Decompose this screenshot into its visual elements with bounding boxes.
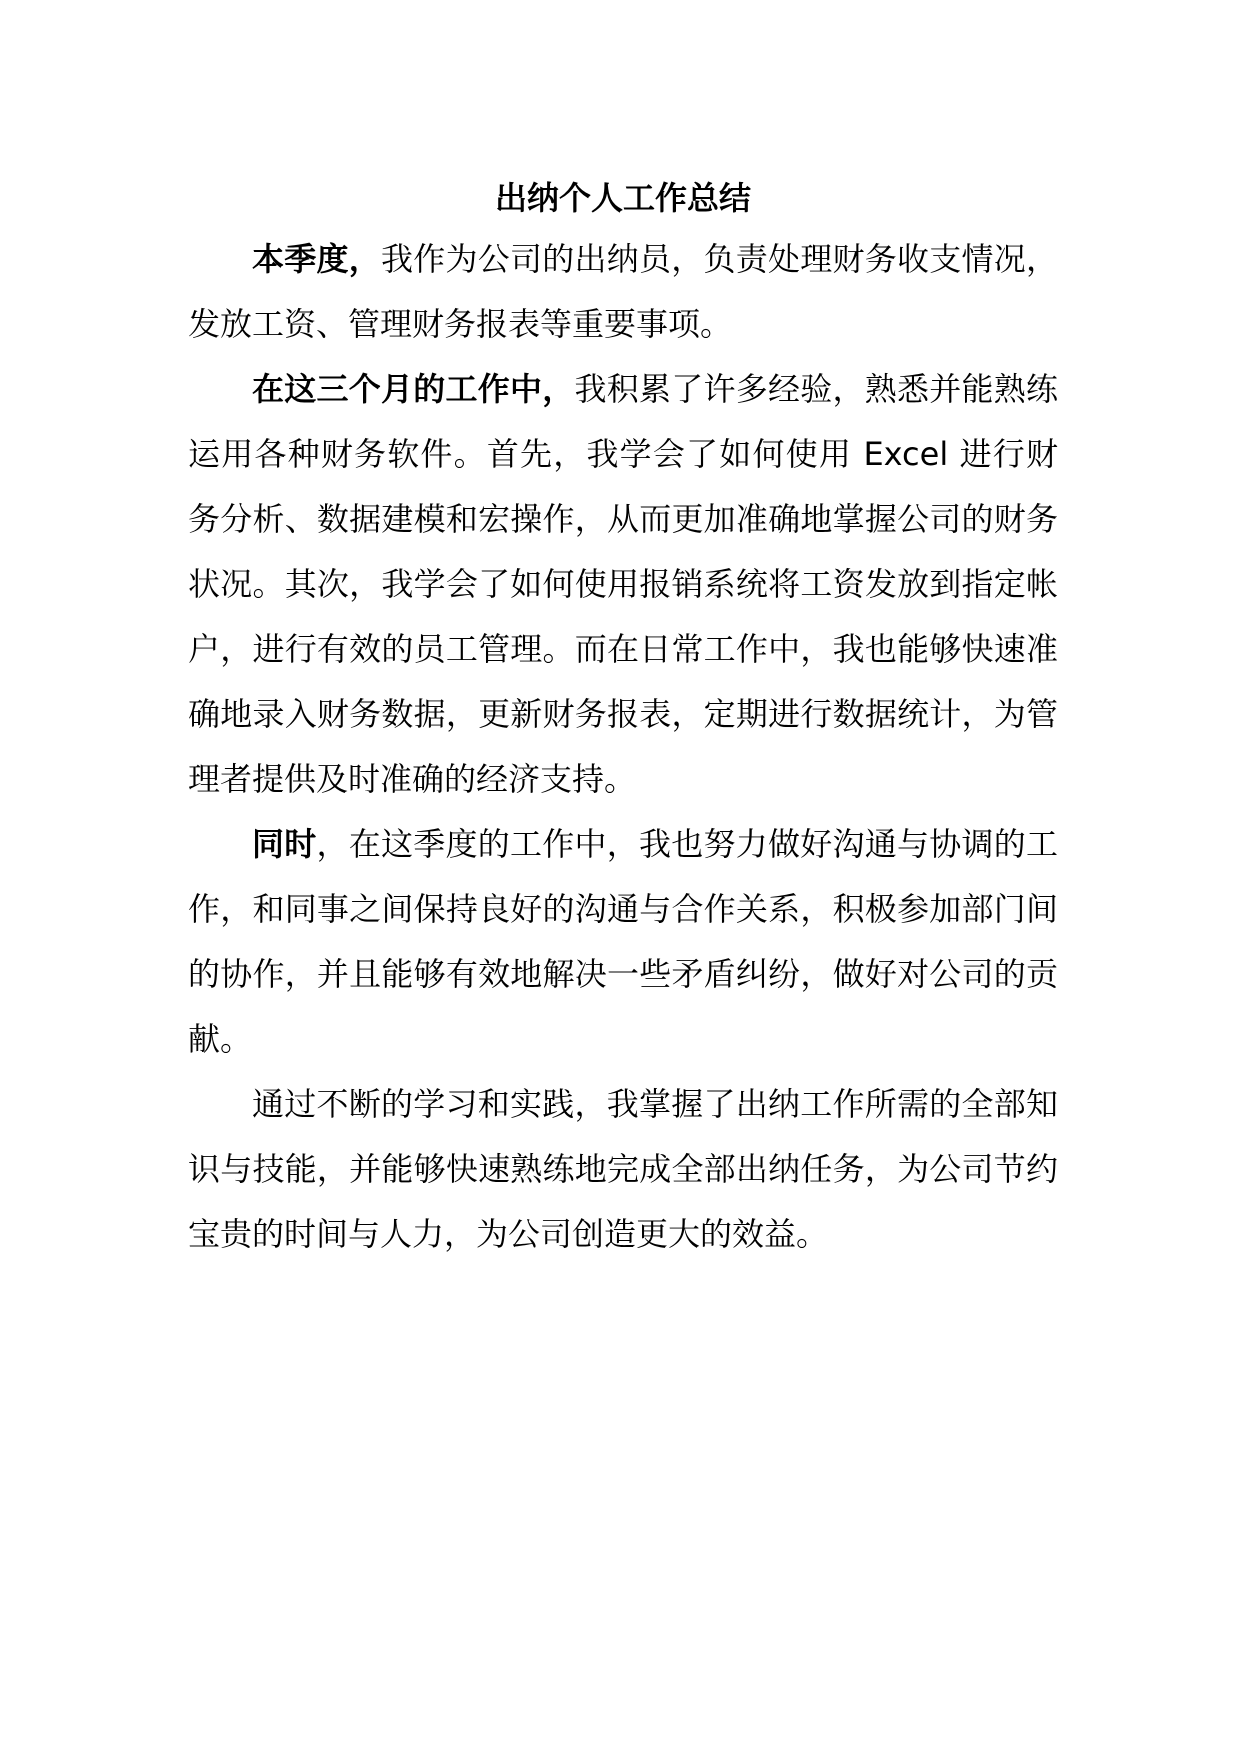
document-title: 出纳个人工作总结 xyxy=(494,179,751,217)
paragraph-3 xyxy=(188,812,1058,1072)
paragraph-2-lead: 在这三个月的工作中， xyxy=(252,370,575,408)
paragraph-2 xyxy=(188,357,1058,812)
paragraph-1 xyxy=(188,227,1058,357)
paragraph-4 xyxy=(188,1072,1058,1267)
paragraph-3-lead: 同时 xyxy=(252,825,317,863)
paragraph-2-text: 我积累了许多经验，熟悉并能熟练运用各种财务软件。首先，我学会了如何使用 Excel 进行财务分析、数据建模和宏操作，从而更加准确地掌握公司的财务状况。其次，我学会了如何使用报销系统将工资发放到指定帐户，进行有效的员工管理。而在日常工作中，我也能够快速准确地录入财务数据，更新财务报表，定期进行数据统计，为管理者提供及时准确的经济支持。 xyxy=(188,370,1058,798)
document-page xyxy=(188,175,1058,1267)
paragraph-1-text: 我作为公司的出纳员，负责处理财务收支情况，发放工资、管理财务报表等重要事项。 xyxy=(188,240,1058,343)
paragraph-1-lead: 本季度， xyxy=(252,240,381,278)
paragraph-3-text: ，在这季度的工作中，我也努力做好沟通与协调的工作，和同事之间保持良好的沟通与合作关系，积极参加部门间的协作，并且能够有效地解决一些矛盾纠纷，做好对公司的贡献。 xyxy=(188,825,1058,1058)
paragraph-4-text: 通过不断的学习和实践，我掌握了出纳工作所需的全部知识与技能，并能够快速熟练地完成全部出纳任务，为公司节约宝贵的时间与人力，为公司创造更大的效益。 xyxy=(188,1085,1058,1253)
